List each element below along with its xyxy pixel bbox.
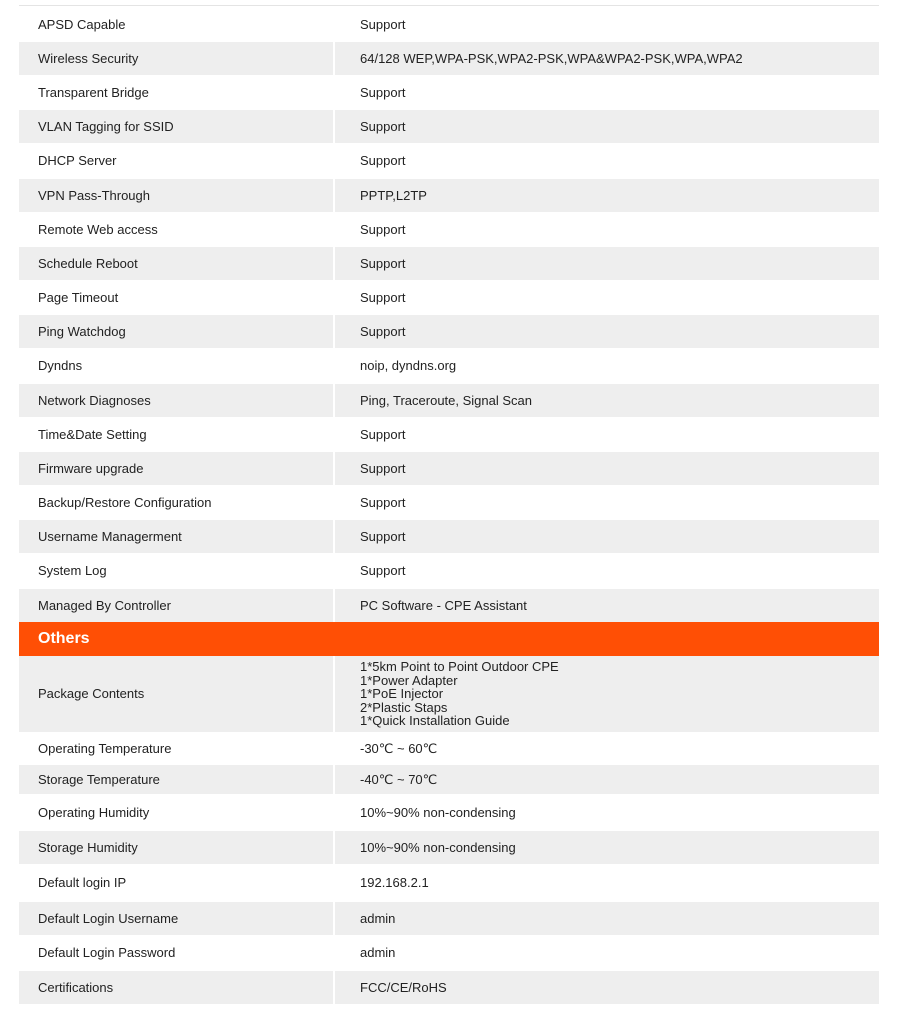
row-value: PC Software - CPE Assistant <box>334 589 879 622</box>
table-row <box>19 417 879 452</box>
row-value: Support <box>334 110 879 143</box>
list-item: 2*Plastic Staps <box>360 699 448 715</box>
row-label: Default Login Password <box>38 945 176 960</box>
table-row <box>19 75 879 110</box>
row-value: -40℃ ~ 70℃ <box>334 765 879 794</box>
row-label: Ping Watchdog <box>19 315 334 348</box>
row-label: Transparent Bridge <box>38 84 149 100</box>
row-value: FCC/CE/RoHS <box>334 971 879 1004</box>
table-row <box>19 315 879 348</box>
row-label: Managed By Controller <box>19 589 334 622</box>
row-label: Page Timeout <box>38 289 119 305</box>
table-row <box>19 384 879 417</box>
row-label: Network Diagnoses <box>19 384 334 417</box>
row-value: admin <box>334 935 879 971</box>
table-row <box>19 280 879 315</box>
table-row <box>19 452 879 485</box>
row-value: Support <box>334 452 879 485</box>
section-title: Others <box>19 622 879 656</box>
table-row <box>19 348 879 384</box>
table-row <box>19 589 879 622</box>
row-label: Operating Temperature <box>38 740 172 756</box>
row-label: Firmware upgrade <box>19 452 334 485</box>
row-label: Package Contents <box>19 656 334 732</box>
table-row <box>19 794 879 831</box>
table-row <box>19 902 879 935</box>
table-row <box>19 971 879 1004</box>
row-value: noip, dyndns.org <box>334 348 879 384</box>
row-value: Support <box>334 247 879 280</box>
row-value: -30℃ ~ 60℃ <box>334 732 879 765</box>
row-value: 10%~90% non-condensing <box>334 831 879 864</box>
list-item: 1*Quick Installation Guide <box>360 713 510 729</box>
table-row <box>19 864 879 902</box>
row-label: APSD Capable <box>38 17 126 32</box>
row-label: Username Managerment <box>19 520 334 553</box>
row-value: Support <box>334 212 879 247</box>
table-row <box>19 553 879 589</box>
row-label: Operating Humidity <box>38 804 150 820</box>
row-label: DHCP Server <box>38 153 117 168</box>
list-item: 1*5km Point to Point Outdoor CPE <box>360 659 559 675</box>
row-value: Support <box>334 553 879 589</box>
list-item: 1*PoE Injector <box>360 686 444 702</box>
table-row <box>19 247 879 280</box>
row-label: Schedule Reboot <box>19 247 334 280</box>
table-row <box>19 42 879 75</box>
row-label: Default login IP <box>38 875 127 890</box>
row-label: Dyndns <box>38 358 83 373</box>
table-row <box>19 520 879 553</box>
row-label: Default Login Username <box>19 902 334 935</box>
row-value: Support <box>334 520 879 553</box>
row-label: VLAN Tagging for SSID <box>19 110 334 143</box>
table-row <box>19 765 879 794</box>
table-row <box>19 935 879 971</box>
package-contents-list <box>334 656 879 732</box>
table-row <box>19 143 879 179</box>
row-label: VPN Pass-Through <box>19 179 334 212</box>
row-value: PPTP,L2TP <box>334 179 879 212</box>
table-row <box>19 179 879 212</box>
top-divider <box>19 5 879 6</box>
row-label: Time&Date Setting <box>38 426 147 442</box>
row-value: 64/128 WEP,WPA-PSK,WPA2-PSK,WPA&WPA2-PSK,WPA,WPA2 <box>334 42 879 75</box>
row-value: Support <box>334 75 879 110</box>
row-label: Remote Web access <box>38 221 158 237</box>
table-row <box>19 110 879 143</box>
list-item: 1*Power Adapter <box>360 672 458 688</box>
row-label: Wireless Security <box>19 42 334 75</box>
row-value: 10%~90% non-condensing <box>334 794 879 831</box>
row-value: admin <box>334 902 879 935</box>
section-header-others <box>19 622 879 656</box>
table-row <box>19 8 879 42</box>
row-value: Support <box>334 8 879 42</box>
row-value: Support <box>334 417 879 452</box>
row-label: Certifications <box>19 971 334 1004</box>
spec-table <box>19 8 879 1004</box>
row-label: Backup/Restore Configuration <box>38 494 212 510</box>
table-row <box>19 732 879 765</box>
package-contents-row <box>19 656 879 732</box>
table-row <box>19 485 879 520</box>
row-value: 192.168.2.1 <box>334 864 879 902</box>
row-label: Storage Temperature <box>19 765 334 794</box>
table-row <box>19 831 879 864</box>
row-value: Support <box>334 315 879 348</box>
table-row <box>19 212 879 247</box>
row-value: Support <box>334 143 879 179</box>
row-label: Storage Humidity <box>19 831 334 864</box>
row-value: Ping, Traceroute, Signal Scan <box>334 384 879 417</box>
row-value: Support <box>334 280 879 315</box>
row-value: Support <box>334 485 879 520</box>
row-label: System Log <box>38 563 107 578</box>
